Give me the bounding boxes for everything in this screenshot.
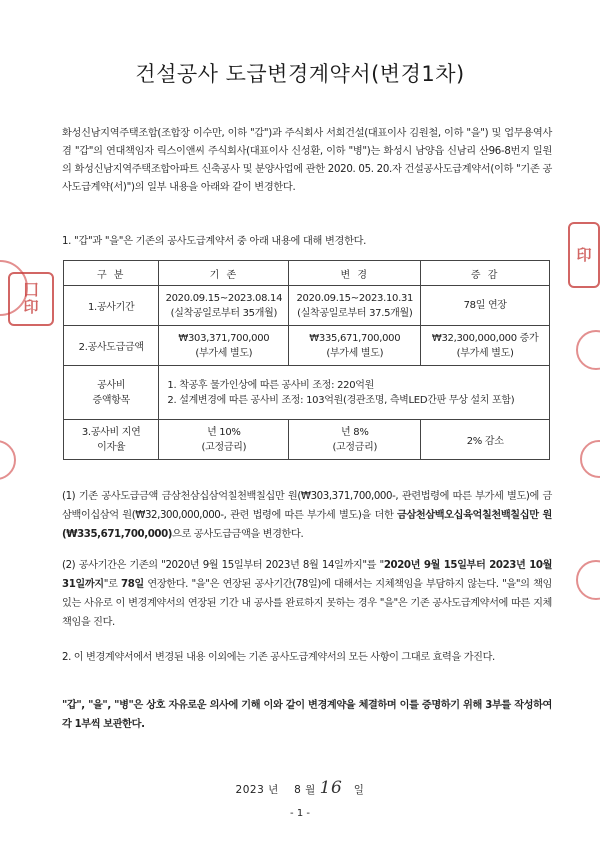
handwritten-day: 16 — [319, 778, 343, 798]
cell-existing: 년 10% (고정금리) — [159, 420, 289, 460]
header-category: 구 분 — [64, 261, 159, 286]
table-row-amount — [64, 326, 550, 366]
header-delta: 증 감 — [421, 261, 550, 286]
cell-changed: 년 8% (고정금리) — [289, 420, 421, 460]
paragraph-amount: (1) 기존 공사도급금액 금삼천삼십삼억칠천백칠십만 원(₩303,371,700,000-, 관련법령에 따른 부가세 별도)에 금삼백이십삼억 원(₩32,300,000,000-, 관련 법령에 따른 부가세 별도)을 더한 금삼천삼백오십육억칠천백칠십만 원(₩335,671,700,000)으로 공사도급금액을 변경한다. — [62, 491, 552, 540]
seal-left-lower-circle — [0, 440, 16, 480]
cell-delta: 2% 감소 — [421, 420, 550, 460]
section-1-heading: 1. "갑"과 "을"은 기존의 공사도급계약서 중 아래 내용에 대해 변경한다. — [62, 236, 367, 247]
page-number: - 1 - — [290, 808, 310, 819]
contract-date: 2023 년 8 월 16 일 — [235, 778, 365, 798]
table-row-period — [64, 286, 550, 326]
row-label: 3.공사비 지연 이자율 — [64, 420, 159, 460]
paragraph-closing: "갑", "을", "병"은 상호 자유로운 의사에 기해 이와 같이 변경계약을 체결하며 이를 증명하기 위해 3부를 작성하여 각 1부씩 보관한다. — [62, 700, 552, 730]
cell-increase-items: 1. 착공후 물가인상에 따른 공사비 조정: 220억원 2. 설계변경에 따른 공사비 조정: 103억원(경관조명, 측벽LED간판 무상 설치 포함) — [159, 366, 550, 420]
row-label: 공사비 증액항목 — [64, 366, 159, 420]
cell-changed: ₩335,671,700,000 (부가세 별도) — [289, 326, 421, 366]
seal-right-circle-1 — [576, 330, 600, 370]
cell-delta: ₩32,300,000,000 증가 (부가세 별도) — [421, 326, 550, 366]
table-row-interest — [64, 420, 550, 460]
seal-left-square: 囗 印 — [8, 272, 54, 326]
cell-existing: 2020.09.15~2023.08.14 (실착공일로부터 35개월) — [159, 286, 289, 326]
change-table — [63, 260, 550, 460]
seal-right-square: 印 — [568, 222, 600, 288]
cell-changed: 2020.09.15~2023.10.31 (실착공일로부터 37.5개월) — [289, 286, 421, 326]
seal-right-circle-2 — [580, 440, 600, 478]
cell-delta: 78일 연장 — [421, 286, 550, 326]
cell-existing: ₩303,371,700,000 (부가세 별도) — [159, 326, 289, 366]
paragraph-period: (2) 공사기간은 기존의 "2020년 9월 15일부터 2023년 8월 14일까지"를 "2020년 9월 15일부터 2023년 10월 31일까지"로 78일 연장한다. "을"은 연장된 공사기간(78일)에 대해서는 지체책임을 부담하지 않는다. "을"의 책임 있는 사유로 이 변경계약서의 연장된 기간 내 공사를 완료하지 못하는 경우 "을"은 기존 공사도급계약서에 따른 지체책임을 진다. — [62, 560, 553, 628]
row-label: 1.공사기간 — [64, 286, 159, 326]
row-label: 2.공사도급금액 — [64, 326, 159, 366]
header-changed: 변 경 — [289, 261, 421, 286]
table-header-row — [64, 261, 550, 286]
paragraph-section-2: 2. 이 변경계약서에서 변경된 내용 이외에는 기존 공사도급계약서의 모든 사항이 그대로 효력을 가진다. — [62, 652, 495, 663]
document-title: 건설공사 도급변경계약서(변경1차) — [135, 62, 465, 86]
header-existing: 기 존 — [159, 261, 289, 286]
intro-paragraph: 화성신남지역주택조합(조합장 이수만, 이하 "갑")과 주식회사 서희건설(대표이사 김원철, 이하 "을") 및 업무용역사 겸 "갑"의 연대책임자 릭스이앤씨 주식회사(대표이사 신성환, 이하 "병")는 화성시 남양읍 신남리 산96-8번지 일원의 화성신남지역주택조합아파트 신축공사 및 분양사업에 관한 2020. 05. 20.자 건설공사도급계약서(이하 "기존 공사도급계약(서)")의 일부 내용을 아래와 같이 변경한다. — [62, 128, 552, 193]
seal-right-circle-3 — [576, 560, 600, 600]
table-row-increase-items — [64, 366, 550, 420]
